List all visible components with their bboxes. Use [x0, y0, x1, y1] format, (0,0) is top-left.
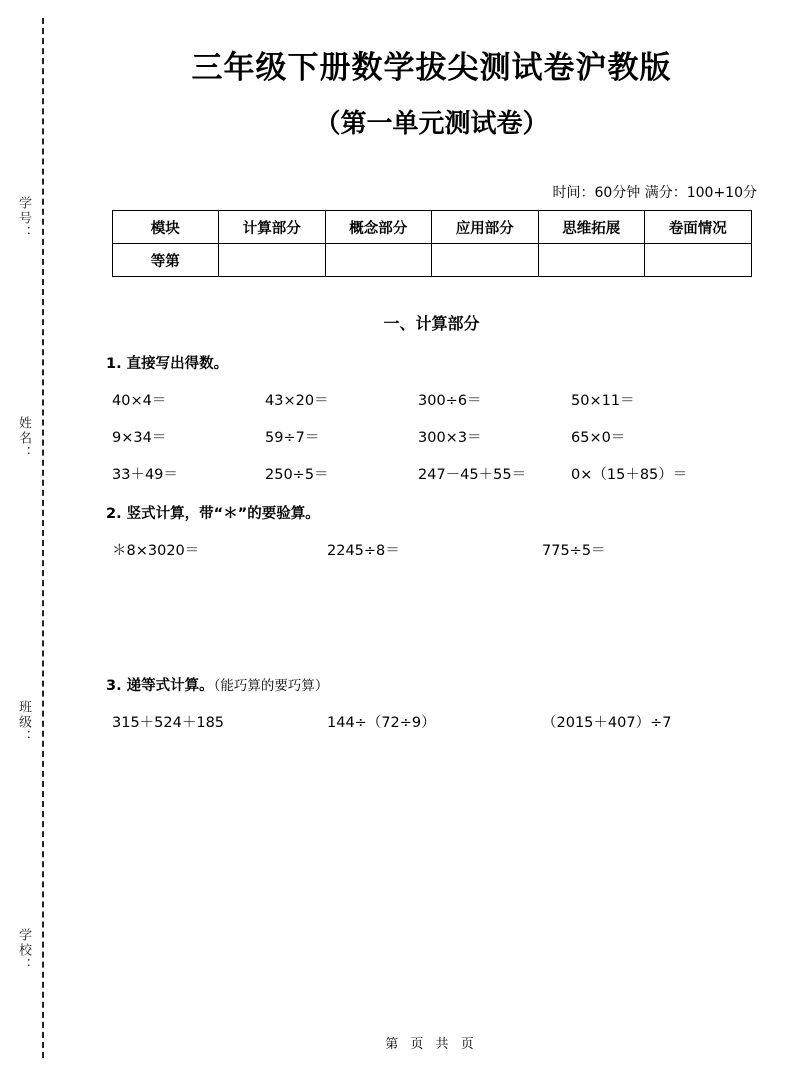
expression: 2245÷8＝: [327, 543, 400, 559]
question-1-row-3: [70, 463, 793, 484]
question-2-number: 2.: [106, 506, 122, 522]
expression: （2015＋407）÷7: [542, 715, 672, 731]
field-student-id: 学号：: [16, 196, 31, 241]
score-cell-application[interactable]: [432, 244, 539, 277]
question-1-text: 直接写出得数。: [126, 356, 229, 372]
expression: 315＋524＋185: [112, 715, 225, 731]
question-1-prompt: [70, 352, 793, 373]
question-3-number: 3.: [106, 678, 122, 694]
expression: 33＋49＝: [112, 467, 178, 483]
field-student-name: 姓名：: [16, 416, 31, 461]
page-footer: 第 页 共 页: [385, 1037, 478, 1052]
score-cell-calculation[interactable]: [219, 244, 326, 277]
score-header-application: 应用部分: [432, 211, 539, 244]
expression: 65×0＝: [571, 430, 626, 446]
score-header-thinking: 思维拓展: [538, 211, 645, 244]
binding-margin: [0, 0, 70, 1072]
dashed-fold-line: [42, 18, 44, 1058]
page-title: 三年级下册数学拔尖测试卷沪教版: [191, 50, 672, 86]
score-header-presentation: 卷面情况: [645, 211, 752, 244]
field-class: 班级：: [16, 700, 31, 745]
score-cell-presentation[interactable]: [645, 244, 752, 277]
question-2-row-1: [70, 539, 793, 560]
question-3-prompt: [70, 674, 793, 695]
score-header-module: 模块: [112, 211, 219, 244]
score-row-label: 等第: [112, 244, 219, 277]
question-1-number: 1.: [106, 356, 122, 372]
page-subtitle: （第一单元测试卷）: [314, 109, 549, 139]
question-1-row-2: [70, 426, 793, 447]
answer-space-question-3[interactable]: [70, 732, 793, 842]
expression: 0×（15＋85）＝: [571, 467, 688, 483]
score-header-concept: 概念部分: [325, 211, 432, 244]
expression: 775÷5＝: [542, 543, 606, 559]
expression: 40×4＝: [112, 393, 167, 409]
table-row-headers: [112, 211, 751, 244]
score-cell-thinking[interactable]: [538, 244, 645, 277]
question-1-row-1: [70, 389, 793, 410]
expression: 9×34＝: [112, 430, 167, 446]
expression: ＊8×3020＝: [112, 543, 200, 559]
expression: 250÷5＝: [265, 467, 329, 483]
question-3-text: 递等式计算。: [126, 678, 214, 694]
field-school: 学校：: [16, 928, 31, 973]
score-header-calculation: 计算部分: [219, 211, 326, 244]
exam-page: [70, 0, 793, 1072]
answer-space-question-2[interactable]: [70, 560, 793, 656]
table-row-grade: [112, 244, 751, 277]
score-table: [112, 210, 752, 277]
question-3-note: （能巧算的要巧算）: [213, 678, 329, 694]
question-2-text: 竖式计算，带“＊”的要验算。: [126, 506, 320, 522]
exam-meta: 时间：60分钟 满分：100+10分: [552, 185, 757, 201]
expression: 144÷（72÷9）: [327, 715, 436, 731]
expression: 300×3＝: [418, 430, 482, 446]
expression: 247－45＋55＝: [418, 467, 527, 483]
score-cell-concept[interactable]: [325, 244, 432, 277]
expression: 59÷7＝: [265, 430, 320, 446]
section-heading-calculation: 一、计算部分: [383, 314, 480, 333]
question-3-row-1: [70, 711, 793, 732]
expression: 50×11＝: [571, 393, 635, 409]
expression: 300÷6＝: [418, 393, 482, 409]
question-2-prompt: [70, 502, 793, 523]
expression: 43×20＝: [265, 393, 329, 409]
